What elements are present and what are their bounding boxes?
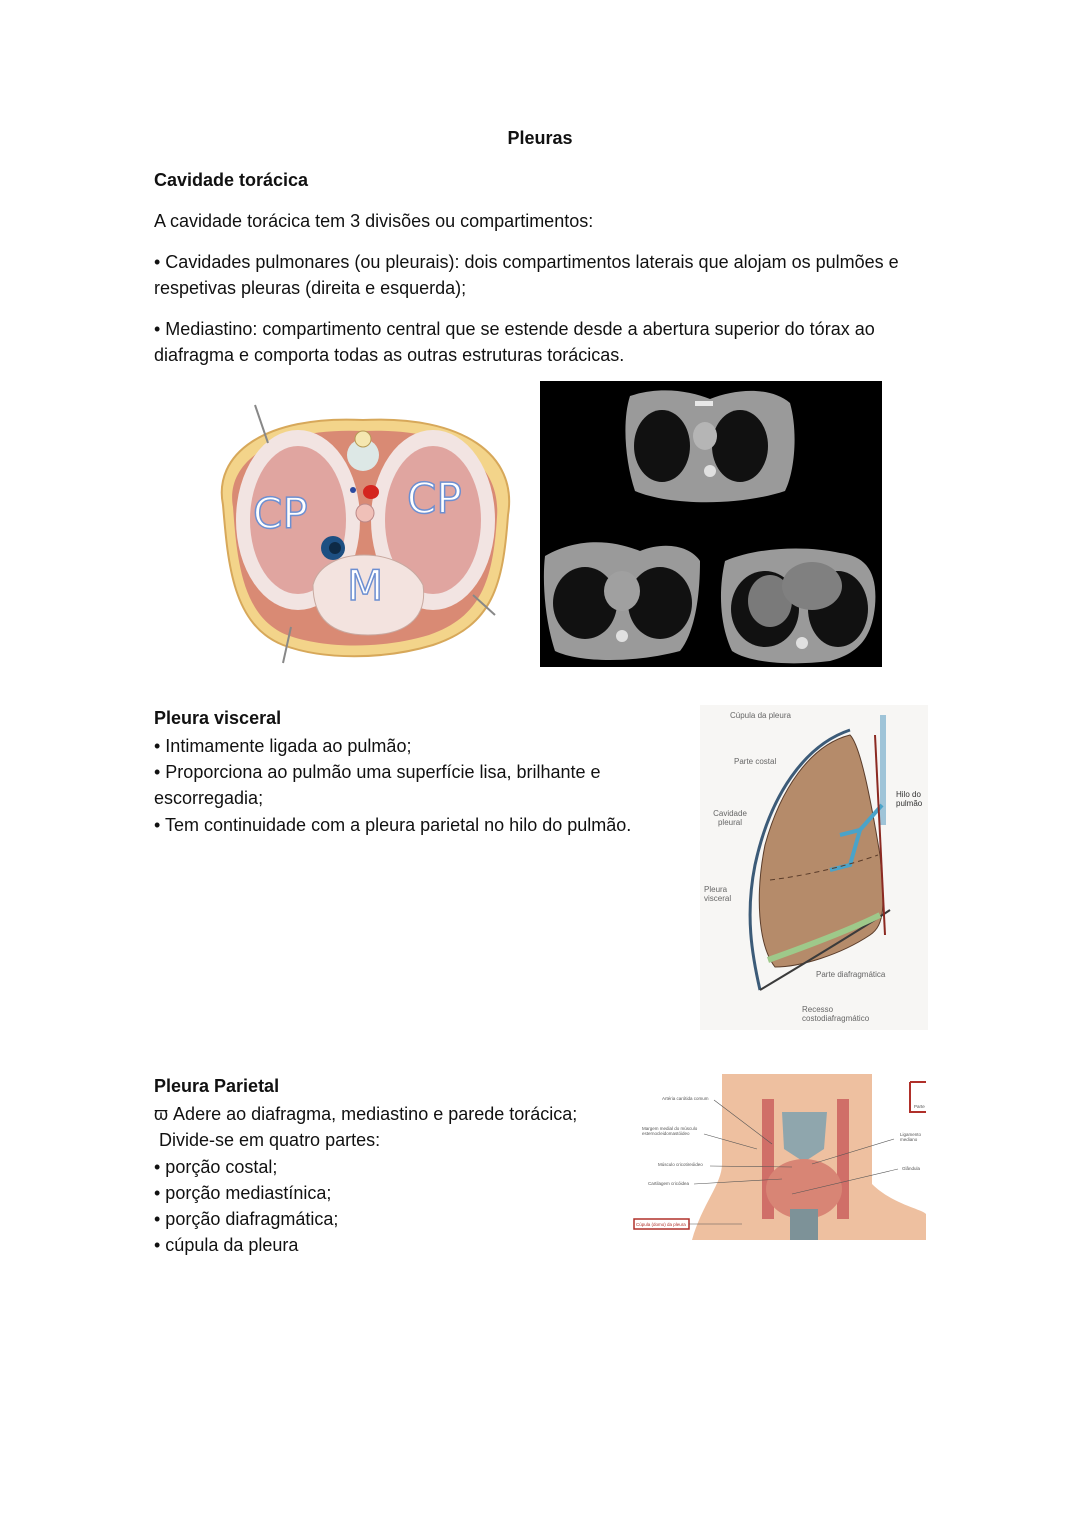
ct-slice-bottom-right (721, 548, 875, 663)
label-m: M (347, 561, 384, 610)
parietal-line-2: Divide-se em quatro partes: (154, 1130, 381, 1150)
thorax-cross-section-figure (203, 395, 523, 665)
label-parte: Parte (914, 1104, 925, 1109)
intro-text: A cavidade torácica tem 3 divisões ou compartimentos: (154, 211, 594, 231)
bullet-visceral-1: • Intimamente ligada ao pulmão; (154, 736, 412, 756)
section-heading-pleura-visceral: Pleura visceral (154, 708, 282, 728)
label-margem-medial: Margem medial do músculo esternocleidomastóideo (642, 1126, 698, 1136)
ct-slice-top (625, 390, 794, 502)
section-heading-cavidade-toracica: Cavidade torácica (154, 170, 309, 190)
bullet-visceral-3: • Tem continuidade com a pleura parietal no hilo do pulmão. (154, 815, 632, 835)
label-arteria-carotida: Artéria carótida comum (662, 1096, 709, 1101)
label-parte-costal: Parte costal (734, 757, 777, 766)
parietal-bullet-cupula: • cúpula da pleura (154, 1235, 299, 1255)
bullet-visceral-2: • Proporciona ao pulmão uma superfície lisa, brilhante e escorregadia; (154, 762, 601, 808)
label-parte-diafragmatica: Parte diafragmática (816, 970, 886, 979)
label-glandula: Glândula (902, 1166, 921, 1171)
label-ligamento-mediano: Ligamento mediano (900, 1132, 922, 1142)
label-hilo-do-pulmao: Hilo do pulmão (896, 790, 923, 808)
label-musculo: Músculo cricotireóideo (658, 1162, 703, 1167)
label-cupula-da-pleura: Cúpula da pleura (730, 711, 791, 720)
parietal-bullet-mediastinica: • porção mediastínica; (154, 1183, 332, 1203)
label-cp-left: CP (253, 489, 308, 538)
parietal-bullet-costal: • porção costal; (154, 1157, 278, 1177)
lung-pleura-figure (700, 705, 928, 1030)
parietal-line-1: ϖ Adere ao diafragma, mediastino e parede torácica; (154, 1104, 578, 1124)
ct-scan-figure (540, 381, 882, 667)
section-heading-pleura-parietal: Pleura Parietal (154, 1076, 280, 1096)
bullet-cavidades-pulmonares: • Cavidades pulmonares (ou pleurais): dois compartimentos laterais que alojam os pulmões e respetivas pleuras (direita e esquerda); (154, 252, 899, 298)
label-pleura-visceral: Pleura visceral (704, 885, 732, 903)
label-recesso-costodiafragmatico: Recesso costodiafragmático (802, 1005, 870, 1023)
label-cupula-domo-pleura: Cúpula (domo) da pleura (636, 1222, 686, 1227)
parietal-bullet-diafragmatica: • porção diafragmática; (154, 1209, 339, 1229)
neck-anatomy-figure (632, 1074, 926, 1240)
label-cp-right: CP (407, 474, 462, 523)
bullet-mediastino: • Mediastino: compartimento central que se estende desde a abertura superior do tórax ao diafragma e comporta todas as outras estruturas torácicas. (154, 319, 875, 365)
label-cavidade-pleural: Cavidade pleural (713, 809, 747, 827)
label-cartilagem: Cartilagem cricóidea (648, 1181, 690, 1186)
page-title: Pleuras (507, 128, 573, 148)
ct-slice-bottom-left (544, 542, 700, 660)
